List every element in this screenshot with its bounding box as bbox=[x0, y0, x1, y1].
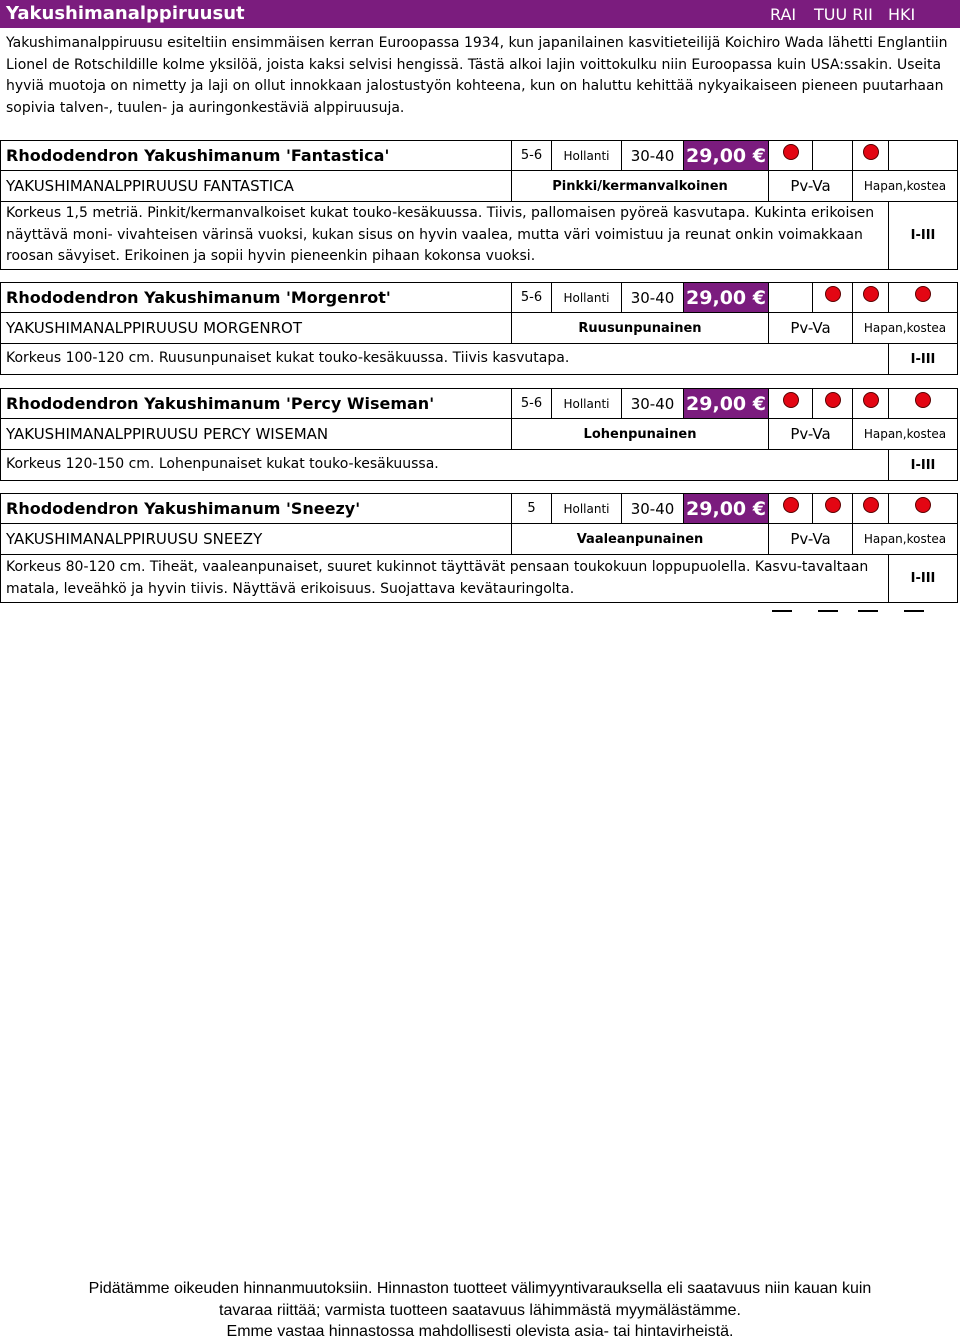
product-name: Rhododendron Yakushimanum 'Morgenrot' bbox=[6, 288, 391, 307]
description: Korkeus 80-120 cm. Tiheät, vaaleanpunaiset, suuret kukinnot täyttävät pensaan toukokuun loppupuolella. Kasvu-tavaltaan matala, leveähkö ja hyvin tiivis. Näyttävä erikoisuus. Suojattava kevätauringolta. bbox=[6, 559, 869, 597]
availability-dot-icon bbox=[863, 497, 879, 513]
availability-dot-icon bbox=[915, 392, 931, 408]
description: Korkeus 120-150 cm. Lohenpunaiset kukat touko-kesäkuussa. bbox=[6, 456, 439, 473]
availability-dot-icon bbox=[825, 286, 841, 302]
availability-hki bbox=[888, 494, 957, 523]
product-mid-row bbox=[1, 419, 957, 450]
product-name: Rhododendron Yakushimanum 'Fantastica' bbox=[6, 146, 390, 165]
availability-tuu bbox=[812, 283, 852, 312]
availability-dot-icon bbox=[915, 497, 931, 513]
hardiness-zone: I-III bbox=[888, 202, 957, 269]
divider-dash bbox=[818, 610, 838, 612]
divider-dash bbox=[904, 610, 924, 612]
light-requirement: Pv-Va bbox=[768, 313, 852, 343]
availability-tuu bbox=[812, 494, 852, 523]
soil-requirement: Hapan,kostea bbox=[852, 313, 957, 343]
availability-rai bbox=[768, 283, 812, 312]
product-bottom-row bbox=[1, 555, 957, 602]
product-mid-row bbox=[1, 524, 957, 555]
origin: Hollanti bbox=[551, 141, 621, 170]
availability-dot-icon bbox=[783, 392, 799, 408]
availability-tuu bbox=[812, 389, 852, 418]
page-title: Yakushimanalppiruusut bbox=[6, 3, 245, 24]
footer-line: Emme vastaa hinnastossa mahdollisesti olevista asia- tai hintavirheistä. bbox=[226, 1323, 734, 1340]
light-requirement: Pv-Va bbox=[768, 419, 852, 449]
plant-size: 30-40 bbox=[621, 494, 683, 523]
pot-size: 5 bbox=[511, 494, 551, 523]
product-sneezy bbox=[0, 493, 958, 603]
pot-size: 5-6 bbox=[511, 389, 551, 418]
product-name: Rhododendron Yakushimanum 'Sneezy' bbox=[6, 499, 361, 518]
product-bottom-row bbox=[1, 202, 957, 269]
product-bottom-row bbox=[1, 450, 957, 480]
finnish-name: YAKUSHIMANALPPIRUUSU SNEEZY bbox=[6, 530, 263, 548]
availability-rai bbox=[768, 141, 812, 170]
flower-color: Ruusunpunainen bbox=[511, 313, 768, 343]
product-mid-row bbox=[1, 171, 957, 202]
divider-dash bbox=[772, 610, 792, 612]
availability-dot-icon bbox=[863, 144, 879, 160]
availability-dot-icon bbox=[863, 286, 879, 302]
finnish-name: YAKUSHIMANALPPIRUUSU MORGENROT bbox=[6, 319, 302, 337]
plant-size: 30-40 bbox=[621, 389, 683, 418]
origin: Hollanti bbox=[551, 283, 621, 312]
origin: Hollanti bbox=[551, 389, 621, 418]
intro-text: Yakushimanalppiruusu esiteltiin ensimmäisen kerran Euroopassa 1934, kun japanilainen kasvitieteilijä Koichiro Wada lähetti Englantiin Lionel de Rotschildille kolme yksilöä, joista kaksi selvisi hengissä. Tästä alkoi lajin voittokulku niin Euroopassa kuin USA:ssakin. Useita hyviä muotoja on nimetty ja laji on ollut innokkaan jalostustyön kohteena, kun on haluttu kehittää nykyaikaiseen pieneen puutarhaan sopivia talven-, tuulen- ja auringonkestäviä alppiruusuja. bbox=[6, 35, 948, 116]
soil-requirement: Hapan,kostea bbox=[852, 171, 957, 201]
product-name: Rhododendron Yakushimanum 'Percy Wiseman' bbox=[6, 394, 435, 413]
product-bottom-row bbox=[1, 344, 957, 374]
divider-dash bbox=[858, 610, 878, 612]
availability-dot-icon bbox=[825, 392, 841, 408]
availability-hki bbox=[888, 141, 957, 170]
flower-color: Lohenpunainen bbox=[511, 419, 768, 449]
finnish-name: YAKUSHIMANALPPIRUUSU FANTASTICA bbox=[6, 177, 294, 195]
price: 29,00 € bbox=[683, 283, 768, 312]
availability-hki bbox=[888, 389, 957, 418]
availability-rai bbox=[768, 389, 812, 418]
location-tuu-rii: TUU RII bbox=[814, 5, 873, 24]
availability-rii bbox=[852, 141, 888, 170]
availability-tuu bbox=[812, 141, 852, 170]
availability-rai bbox=[768, 494, 812, 523]
location-hki: HKI bbox=[888, 5, 916, 24]
product-morgenrot bbox=[0, 282, 958, 375]
pot-size: 5-6 bbox=[511, 141, 551, 170]
product-top-row bbox=[1, 389, 957, 419]
plant-size: 30-40 bbox=[621, 141, 683, 170]
soil-requirement: Hapan,kostea bbox=[852, 419, 957, 449]
origin: Hollanti bbox=[551, 494, 621, 523]
light-requirement: Pv-Va bbox=[768, 524, 852, 554]
availability-dot-icon bbox=[825, 497, 841, 513]
flower-color: Pinkki/kermanvalkoinen bbox=[511, 171, 768, 201]
plant-size: 30-40 bbox=[621, 283, 683, 312]
page-header bbox=[0, 0, 960, 28]
availability-dot-icon bbox=[783, 497, 799, 513]
price: 29,00 € bbox=[683, 141, 768, 170]
product-top-row bbox=[1, 141, 957, 171]
footer-line: Pidätämme oikeuden hinnanmuutoksiin. Hinnaston tuotteet välimyyntivarauksella eli saatavuus niin kauan kuin bbox=[88, 1280, 872, 1297]
description: Korkeus 100-120 cm. Ruusunpunaiset kukat touko-kesäkuussa. Tiivis kasvutapa. bbox=[6, 350, 570, 367]
pot-size: 5-6 bbox=[511, 283, 551, 312]
price: 29,00 € bbox=[683, 389, 768, 418]
description: Korkeus 1,5 metriä. Pinkit/kermanvalkoiset kukat touko-kesäkuussa. Tiivis, pallomaisen pyöreä kasvutapa. Kukinta erikoisen näyttävä moni- vivahteisen värinsä vuoksi, kukan sisus on hyvin vaalea, mutta väri voimistuu ja reunat onkin voimakkaan roosan sävyiset. Erikoinen ja sopii hyvin pieneenkin pihaan kokonsa vuoksi. bbox=[6, 205, 875, 265]
hardiness-zone: I-III bbox=[888, 555, 957, 602]
product-percy-wiseman bbox=[0, 388, 958, 481]
finnish-name: YAKUSHIMANALPPIRUUSU PERCY WISEMAN bbox=[6, 425, 329, 443]
availability-rii bbox=[852, 283, 888, 312]
availability-dot-icon bbox=[863, 392, 879, 408]
hardiness-zone: I-III bbox=[888, 344, 957, 374]
availability-rii bbox=[852, 494, 888, 523]
footer-line: tavaraa riittää; varmista tuotteen saatavuus lähimmästä myymälästämme. bbox=[219, 1301, 741, 1319]
product-fantastica bbox=[0, 140, 958, 270]
hardiness-zone: I-III bbox=[888, 450, 957, 480]
availability-rii bbox=[852, 389, 888, 418]
product-top-row bbox=[1, 494, 957, 524]
availability-dot-icon bbox=[915, 286, 931, 302]
price: 29,00 € bbox=[683, 494, 768, 523]
product-top-row bbox=[1, 283, 957, 313]
availability-hki bbox=[888, 283, 957, 312]
footer-disclaimer bbox=[0, 1278, 960, 1343]
light-requirement: Pv-Va bbox=[768, 171, 852, 201]
soil-requirement: Hapan,kostea bbox=[852, 524, 957, 554]
availability-dot-icon bbox=[783, 144, 799, 160]
location-rai: RAI bbox=[770, 5, 797, 24]
product-mid-row bbox=[1, 313, 957, 344]
flower-color: Vaaleanpunainen bbox=[511, 524, 768, 554]
